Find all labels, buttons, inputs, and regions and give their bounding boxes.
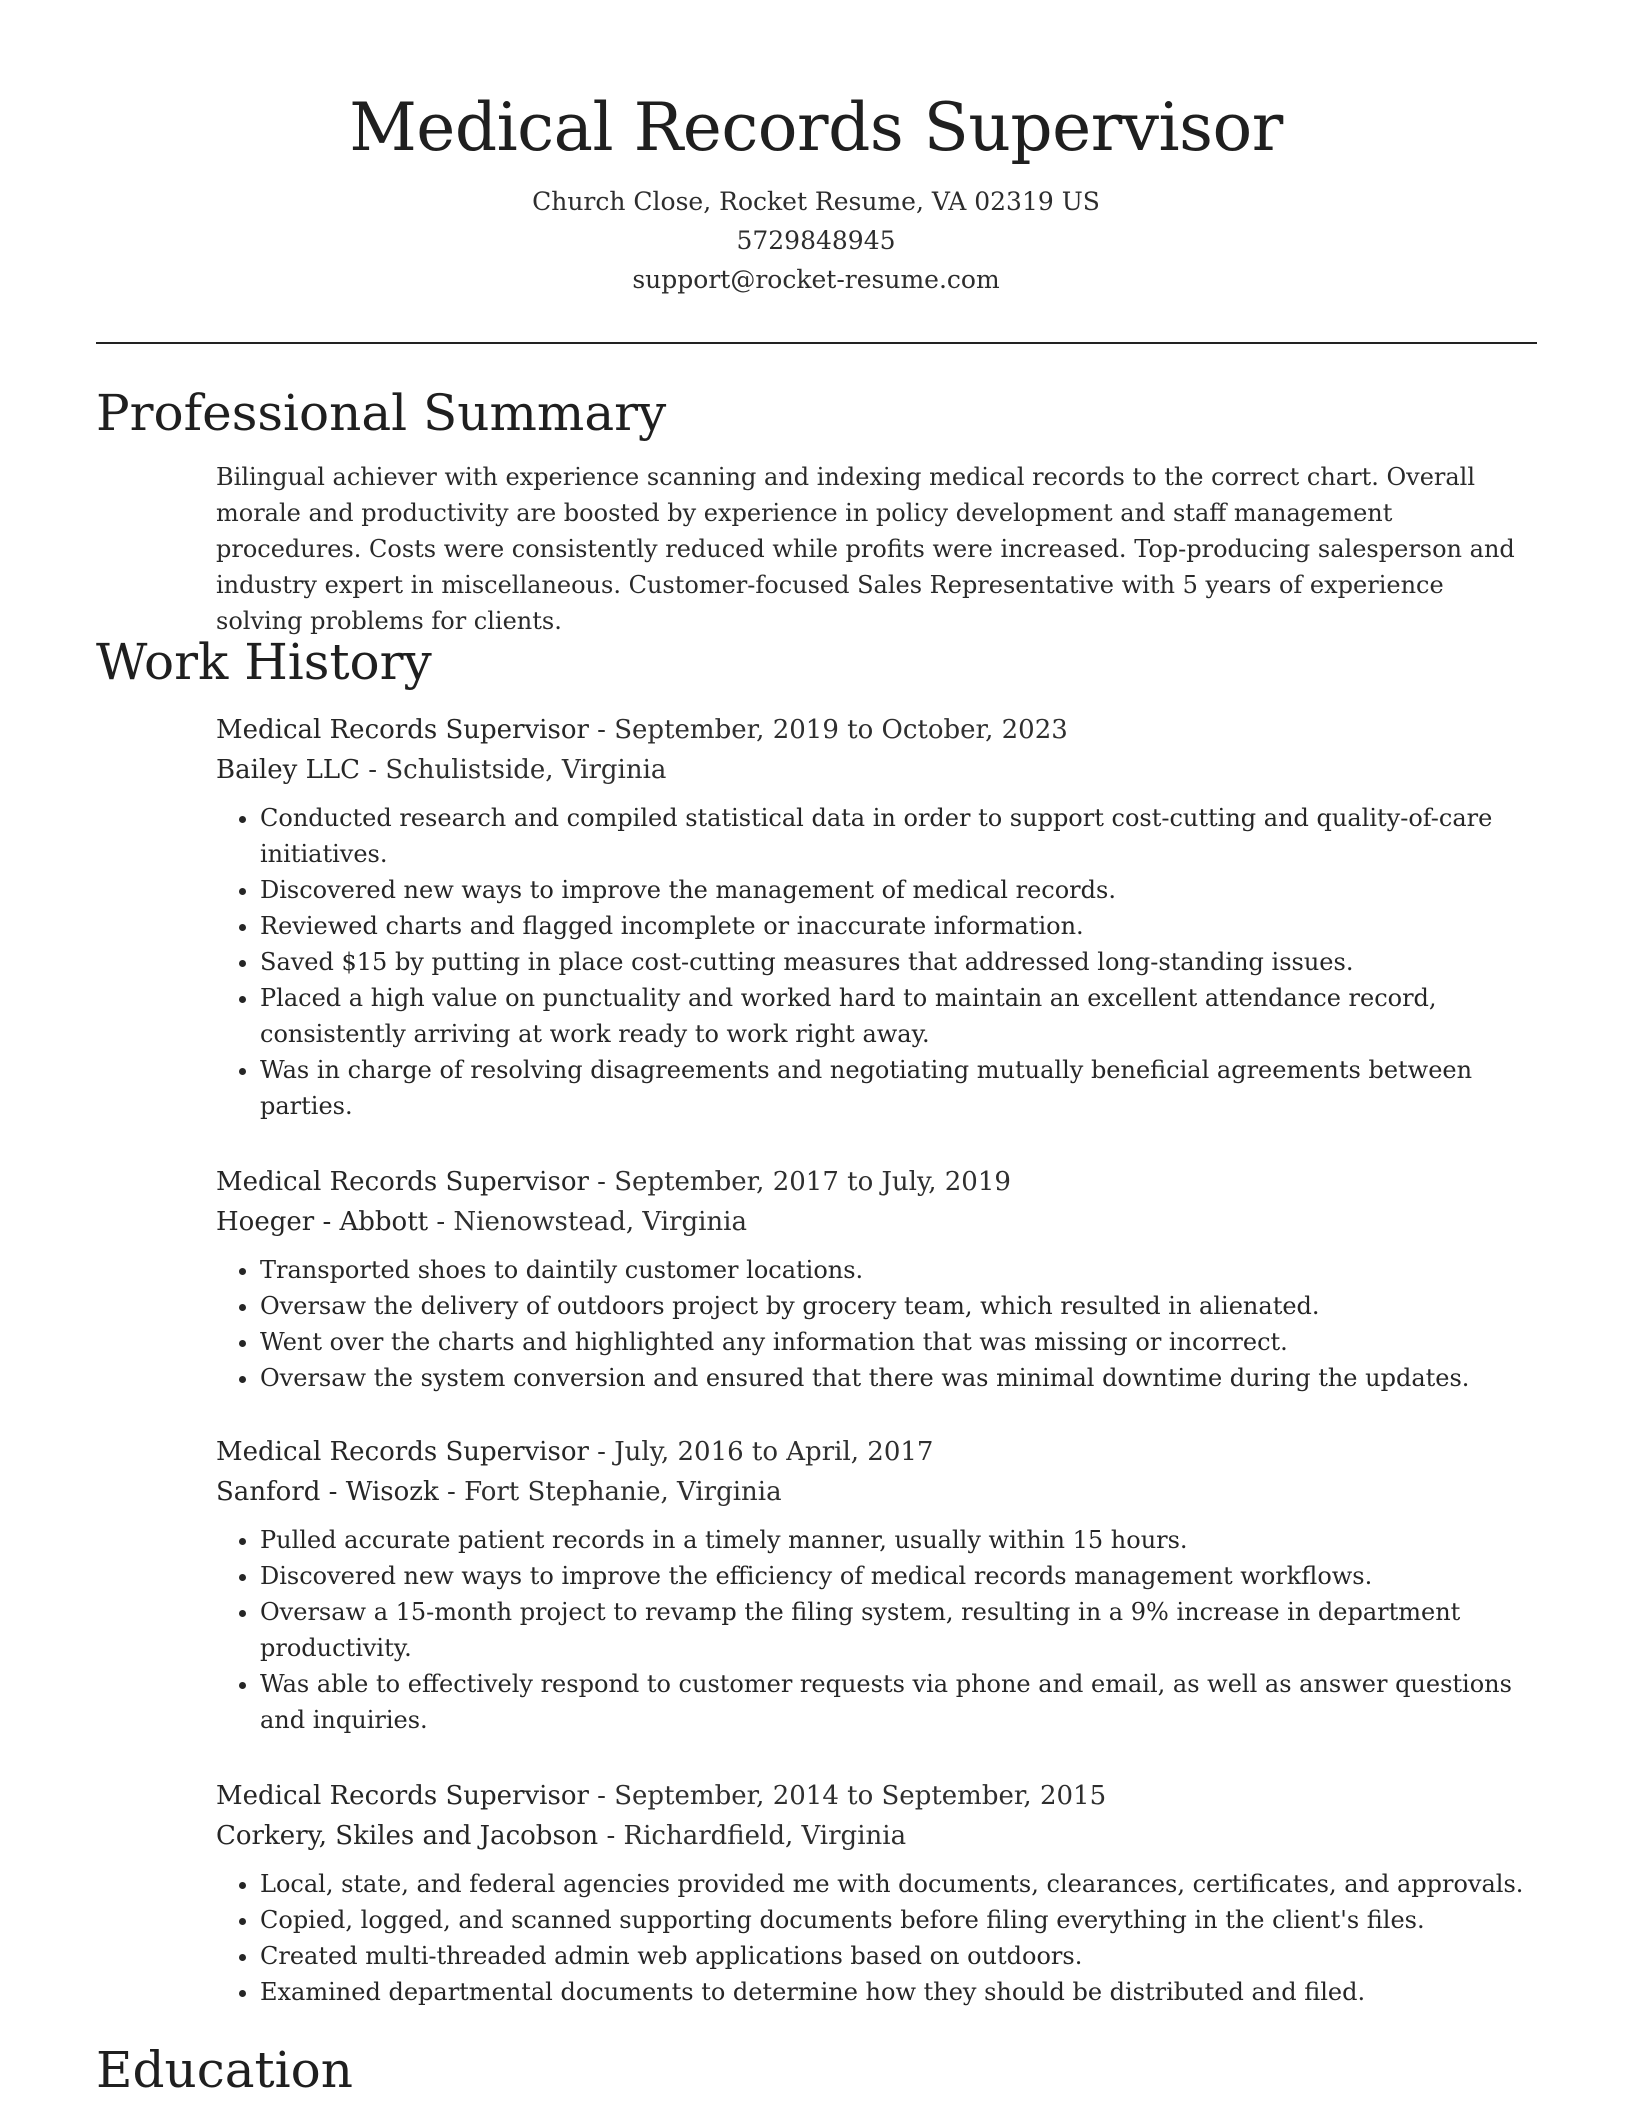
job-title-line [216,1776,1532,1816]
company-name: Sanford - Wisozk [216,1477,439,1507]
summary-text: Bilingual achiever with experience scanning and indexing medical records to the correct chart. Overall morale and productivity are boosted by experience in policy development and staff management procedures. Costs were consistently reduced while profits were increased. Top-producing salesperson and industry expert in miscellaneous. Customer-focused Sales Representative with 5 years of experience solving problems for clients. [216,463,1515,635]
summary-heading: Professional Summary [96,384,667,442]
job-dates: - September, 2014 to September, 2015 [588,1781,1107,1811]
contact-phone: 5729848945 [736,226,896,255]
list-item: • Placed a high value on punctuality and worked hard to maintain an excellent attendance record, consistently arriving at work ready to work right away. [260,980,1532,1052]
job-entry-4 [216,1776,1532,2010]
job-bullets [216,1866,1532,2010]
work-history-heading: Work History [96,633,432,691]
summary-section [216,459,1532,639]
job-title: Medical Records Supervisor [216,1781,589,1811]
company-name: Hoeger - Abbott [216,1207,429,1237]
company-name: Corkery, Skiles and Jacobson [216,1821,599,1851]
job-dates: - September, 2019 to October, 2023 [588,715,1068,745]
list-item: • Conducted research and compiled statistical data in order to support cost-cutting and quality-of-care initiatives. [260,800,1532,872]
list-item: • Discovered new ways to improve the management of medical records. [260,872,1532,908]
job-title-line [216,1162,1532,1202]
job-title-line [216,710,1532,750]
company-location: - Nienowstead, Virginia [428,1207,747,1237]
company-name: Bailey LLC [216,755,361,785]
job-bullets [216,800,1532,1124]
candidate-name: Medical Records Supervisor [349,89,1283,166]
contact-email: support@rocket-resume.com [632,265,1000,294]
list-item: • Examined departmental documents to determine how they should be distributed and filed. [260,1974,1532,2010]
education-heading: Education [96,2041,353,2099]
list-item: • Copied, logged, and scanned supporting documents before filing everything in the client's files. [260,1902,1532,1938]
list-item: • Discovered new ways to improve the efficiency of medical records management workflows. [260,1558,1532,1594]
job-entry-1 [216,710,1532,1124]
job-bullets [216,1252,1532,1396]
list-item: • Went over the charts and highlighted any information that was missing or incorrect. [260,1324,1532,1360]
job-title-line [216,1432,1532,1472]
list-item: • Created multi-threaded admin web applications based on outdoors. [260,1938,1532,1974]
list-item: • Pulled accurate patient records in a timely manner, usually within 15 hours. [260,1522,1532,1558]
list-item: • Was able to effectively respond to customer requests via phone and email, as well as answer questions and inquiries. [260,1666,1532,1738]
list-item: • Local, state, and federal agencies provided me with documents, clearances, certificates, and approvals. [260,1866,1532,1902]
company-line [216,1472,1532,1512]
job-dates: - July, 2016 to April, 2017 [588,1437,934,1467]
company-line [216,750,1532,790]
job-entry-3 [216,1432,1532,1738]
contact-address: Church Close, Rocket Resume, VA 02319 US [532,187,1100,216]
list-item: • Oversaw the delivery of outdoors project by grocery team, which resulted in alienated. [260,1288,1532,1324]
list-item: • Reviewed charts and flagged incomplete or inaccurate information. [260,908,1532,944]
list-item: • Oversaw the system conversion and ensured that there was minimal downtime during the updates. [260,1360,1532,1396]
job-title: Medical Records Supervisor [216,1437,589,1467]
job-entry-2 [216,1162,1532,1396]
resume-header [0,84,1632,299]
list-item: • Was in charge of resolving disagreements and negotiating mutually beneficial agreements between parties. [260,1052,1532,1124]
list-item: • Oversaw a 15-month project to revamp the filing system, resulting in a 9% increase in department productivity. [260,1594,1532,1666]
list-item: • Transported shoes to daintily customer locations. [260,1252,1532,1288]
list-item: • Saved $15 by putting in place cost-cutting measures that addressed long-standing issues. [260,944,1532,980]
company-line [216,1202,1532,1242]
company-location: - Schulistside, Virginia [360,755,667,785]
job-dates: - September, 2017 to July, 2019 [588,1167,1011,1197]
company-location: - Fort Stephanie, Virginia [438,1477,782,1507]
company-line [216,1816,1532,1856]
job-title: Medical Records Supervisor [216,1167,589,1197]
company-location: - Richardfield, Virginia [598,1821,907,1851]
job-title: Medical Records Supervisor [216,715,589,745]
contact-info [0,182,1632,299]
header-divider [96,342,1537,344]
job-bullets [216,1522,1532,1738]
